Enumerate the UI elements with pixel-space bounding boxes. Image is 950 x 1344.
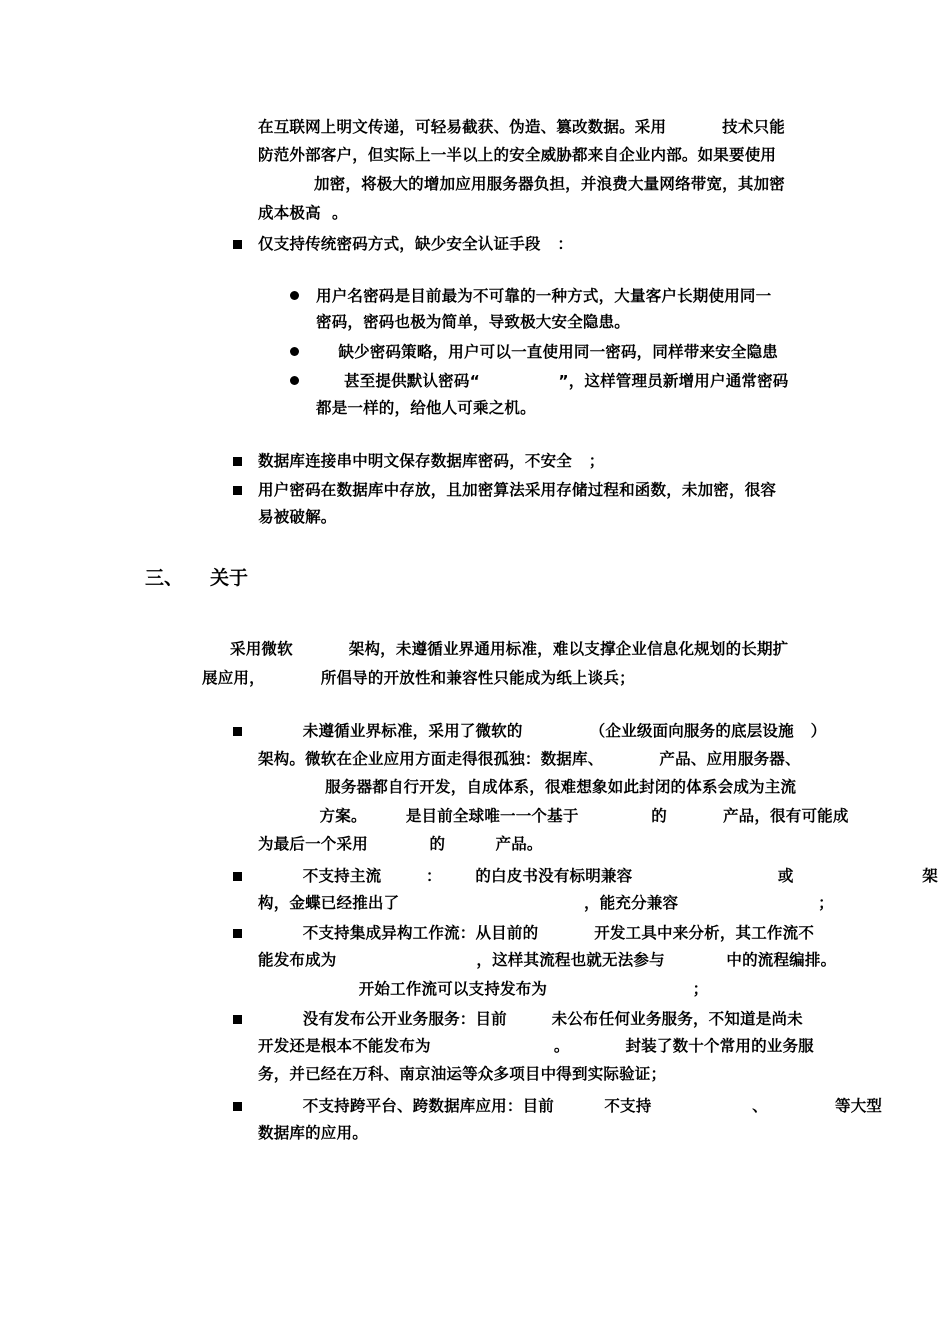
sub-bullet-text: 都是一样的，给他人可乘之机。 [316, 399, 536, 417]
bullet-text: 方案。 是目前全球唯一一个基于 的 产品，很有可能成 [258, 807, 849, 825]
section-title: 关于 [210, 567, 249, 589]
square-bullet-icon [233, 872, 242, 881]
square-bullet-icon [233, 929, 242, 938]
square-bullet-icon [233, 727, 242, 736]
paragraph-line: 防范外部客户，但实际上一半以上的安全威胁都来自企业内部。如果要使用 [258, 146, 777, 164]
round-bullet-icon [290, 347, 299, 356]
bullet-text: 为最后一个采用 的 产品。 [258, 835, 543, 853]
section-number: 三、 [145, 567, 184, 589]
round-bullet-icon [290, 376, 299, 385]
bullet-text: 不支持主流 ： 的白皮书没有标明兼容 或 架 [258, 867, 938, 885]
sub-bullet-text: 缺少密码策略，用户可以一直使用同一密码，同样带来安全隐患 [316, 343, 778, 361]
paragraph-line: 在互联网上明文传递，可轻易截获、伪造、篡改数据。采用 技术只能 [258, 118, 785, 136]
bullet-text: 构，金蝶已经推出了 ，能充分兼容 ； [258, 894, 834, 912]
bullet-text: 仅支持传统密码方式，缺少安全认证手段 ： [258, 235, 574, 253]
sub-bullet-text: 密码，密码也极为简单，导致极大安全隐患。 [316, 313, 631, 331]
paragraph-line: 采用微软 架构，未遵循业界通用标准，难以支撑企业信息化规划的长期扩 [230, 640, 789, 658]
bullet-text: 架构。微软在企业应用方面走得很孤独：数据库、 产品、应用服务器、 [258, 750, 801, 768]
square-bullet-icon [233, 457, 242, 466]
bullet-text: 数据库的应用。 [258, 1124, 368, 1142]
bullet-text: 开发还是根本不能发布为 。 封装了数十个常用的业务服 [258, 1037, 814, 1055]
paragraph-line: 成本极高 。 [258, 204, 348, 222]
bullet-text: 没有发布公开业务服务：目前 未公布任何业务服务，不知道是尚未 [258, 1010, 803, 1028]
round-bullet-icon [290, 291, 299, 300]
bullet-text: 能发布成为 ，这样其流程也就无法参与 中的流程编排。 [258, 951, 837, 969]
bullet-text: 用户密码在数据库中存放，且加密算法采用存储过程和函数，未加密，很容 [258, 481, 777, 499]
bullet-text: 未遵循业界标准，采用了微软的 （企业级面向服务的底层设施 ） [258, 722, 827, 740]
bullet-text: 数据库连接串中明文保存数据库密码，不安全 ； [258, 452, 605, 470]
bullet-text: 不支持跨平台、跨数据库应用：目前 不支持 、 等大型 [258, 1097, 883, 1115]
square-bullet-icon [233, 486, 242, 495]
sub-bullet-text: 甚至提供默认密码“ ”，这样管理员新增用户通常密码 [316, 372, 789, 390]
bullet-text: 易被破解。 [258, 508, 337, 526]
paragraph-line: 展应用， 所倡导的开放性和兼容性只能成为纸上谈兵； [202, 669, 635, 687]
sub-bullet-text: 用户名密码是目前最为不可靠的一种方式，大量客户长期使用同一 [316, 287, 772, 305]
square-bullet-icon [233, 240, 242, 249]
bullet-text: 开始工作流可以支持发布为 ； [258, 980, 709, 998]
bullet-text: 不支持集成异构工作流：从目前的 开发工具中来分析，其工作流不 [258, 924, 815, 942]
bullet-text: 服务器都自行开发，自成体系，很难想象如此封闭的体系会成为主流 [258, 778, 797, 796]
paragraph-line: 加密，将极大的增加应用服务器负担，并浪费大量网络带宽，其加密 [258, 175, 785, 193]
square-bullet-icon [233, 1015, 242, 1024]
bullet-text: 务，并已经在万科、南京油运等众多项目中得到实际验证； [258, 1065, 667, 1083]
square-bullet-icon [233, 1102, 242, 1111]
